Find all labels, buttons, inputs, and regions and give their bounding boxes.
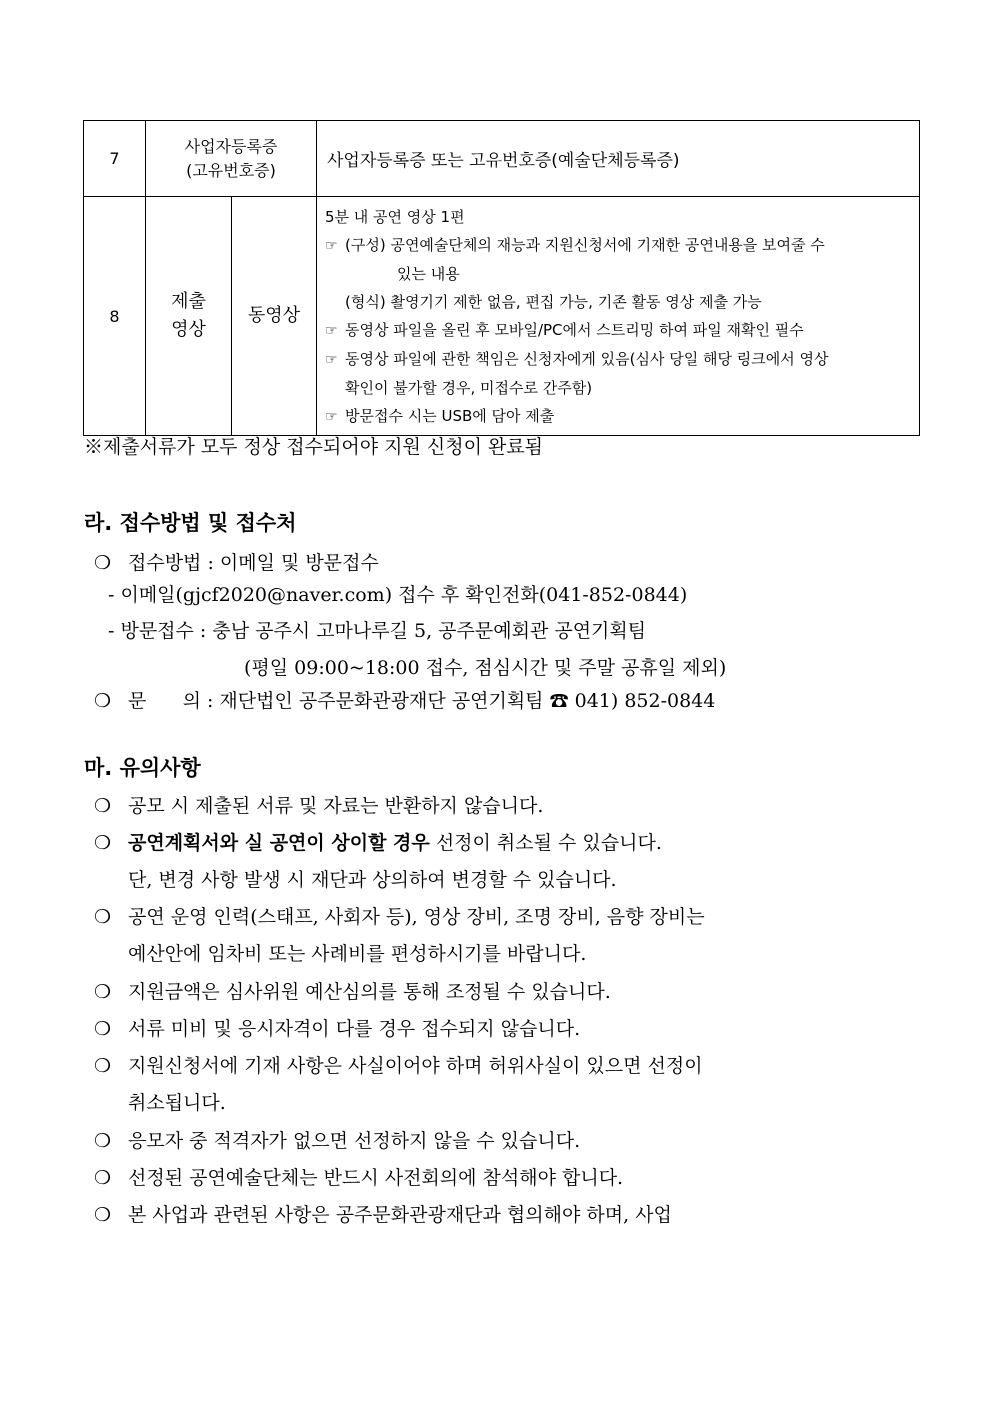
requirement-line: 5분 내 공연 영상 1편 [325,208,465,226]
notice-text: 선정이 취소될 수 있습니다. [429,832,662,854]
document-name-cell [146,121,317,197]
list-item [94,902,705,929]
requirement-line: 있는 내용 [397,265,460,283]
category-cell [146,197,232,436]
document-description: 사업자등록증 또는 고유번호증(예술단체등록증) [317,121,920,197]
requirement-line [325,402,911,431]
pointing-hand-icon: ☞ [325,409,338,425]
notice-text: 공연 운영 인력(스태프, 사회자 등), 영상 장비, 조명 장비, 음향 장비는 [128,906,705,928]
notice-text: 지원신청서에 기재 사항은 사실이어야 하며 허위사실이 있으면 선정이 [128,1055,703,1077]
table-row [84,197,920,436]
notice-continuation: 단, 변경 사항 발생 시 재단과 상의하여 변경할 수 있습니다. [128,869,617,891]
requirement-text: 동영상 파일에 관한 책임은 신청자에게 있음(심사 당일 해당 링크에서 영상 [345,350,829,368]
section-heading-submission: 라. 접수방법 및 접수처 [84,511,297,535]
requirement-line: (형식) 촬영기기 제한 없음, 편집 가능, 기존 활동 영상 제출 가능 [345,293,762,311]
requirement-text: 방문접수 시는 USB에 담아 제출 [345,407,555,425]
document-name-line: 사업자등록증 [184,136,278,156]
notice-text: 본 사업과 관련된 사항은 공주문화관광재단과 협의해야 하며, 사업 [128,1204,672,1226]
list-item [94,791,543,818]
notice-text: 서류 미비 및 응시자격이 다를 경우 접수되지 않습니다. [128,1018,581,1040]
submission-method: 접수방법 : 이메일 및 방문접수 [128,552,379,574]
circle-bullet-icon: ❍ [94,690,112,712]
submission-table [83,120,920,436]
circle-bullet-icon: ❍ [94,1130,112,1152]
requirement-line [325,345,911,374]
notice-text: 지원금액은 심사위원 예산심의를 통해 조정될 수 있습니다. [128,981,611,1003]
submission-visit: - 방문접수 : 충남 공주시 고마나루길 5, 공주문예회관 공연기획팀 [108,620,647,642]
circle-bullet-icon: ❍ [94,1055,112,1077]
circle-bullet-icon: ❍ [94,552,112,574]
circle-bullet-icon: ❍ [94,1018,112,1040]
pointing-hand-icon: ☞ [325,323,338,339]
category-line: 제출 [171,291,206,312]
type-cell: 동영상 [232,197,317,436]
requirement-line [325,316,911,345]
circle-bullet-icon: ❍ [94,1167,112,1189]
circle-bullet-icon: ❍ [94,1204,112,1226]
circle-bullet-icon: ❍ [94,795,112,817]
requirement-text: (구성) 공연예술단체의 재능과 지원신청서에 기재한 공연내용을 보여줄 수 [345,236,825,254]
circle-bullet-icon: ❍ [94,906,112,928]
pointing-hand-icon: ☞ [325,352,338,368]
row-number: 8 [84,197,146,436]
list-item [94,548,379,575]
list-item [94,1163,623,1190]
notice-continuation: 예산안에 임차비 또는 사례비를 편성하시기를 바랍니다. [128,943,587,965]
notice-text: 응모자 중 적격자가 없으면 선정하지 않을 수 있습니다. [128,1130,581,1152]
list-item [94,1051,703,1078]
list-item [94,828,662,855]
list-item [94,1126,580,1153]
submission-note: ※제출서류가 모두 정상 접수되어야 지원 신청이 완료됨 [84,436,544,458]
list-item [94,686,715,713]
pointing-hand-icon: ☞ [325,238,338,254]
submission-hours: (평일 09:00~18:00 접수, 점심시간 및 주말 공휴일 제외) [244,657,727,679]
requirement-line: 확인이 불가할 경우, 미접수로 간주함) [345,379,593,397]
submission-email: - 이메일(gjcf2020@naver.com) 접수 후 확인전화(041-852-0844) [108,584,688,606]
notice-emphasis: 공연계획서와 실 공연이 상이할 경우 [128,832,430,854]
section-heading-notes: 마. 유의사항 [84,756,201,780]
requirement-text: 동영상 파일을 올린 후 모바일/PC에서 스트리밍 하여 파일 재확인 필수 [345,321,804,339]
circle-bullet-icon: ❍ [94,981,112,1003]
list-item [94,1200,672,1227]
requirement-line [325,231,911,260]
circle-bullet-icon: ❍ [94,832,112,854]
inquiry-contact: 문 의 : 재단법인 공주문화관광재단 공연기획팀 ☎ 041) 852-0844 [128,690,716,712]
notice-continuation: 취소됩니다. [128,1092,226,1114]
row-number: 7 [84,121,146,197]
table-row [84,121,920,197]
category-line: 영상 [171,319,206,340]
list-item [94,977,611,1004]
video-requirements [317,197,920,436]
list-item [94,1014,580,1041]
document-name-line: (고유번호증) [186,160,276,180]
notice-text: 공모 시 제출된 서류 및 자료는 반환하지 않습니다. [128,795,544,817]
notice-text: 선정된 공연예술단체는 반드시 사전회의에 참석해야 합니다. [128,1167,624,1189]
